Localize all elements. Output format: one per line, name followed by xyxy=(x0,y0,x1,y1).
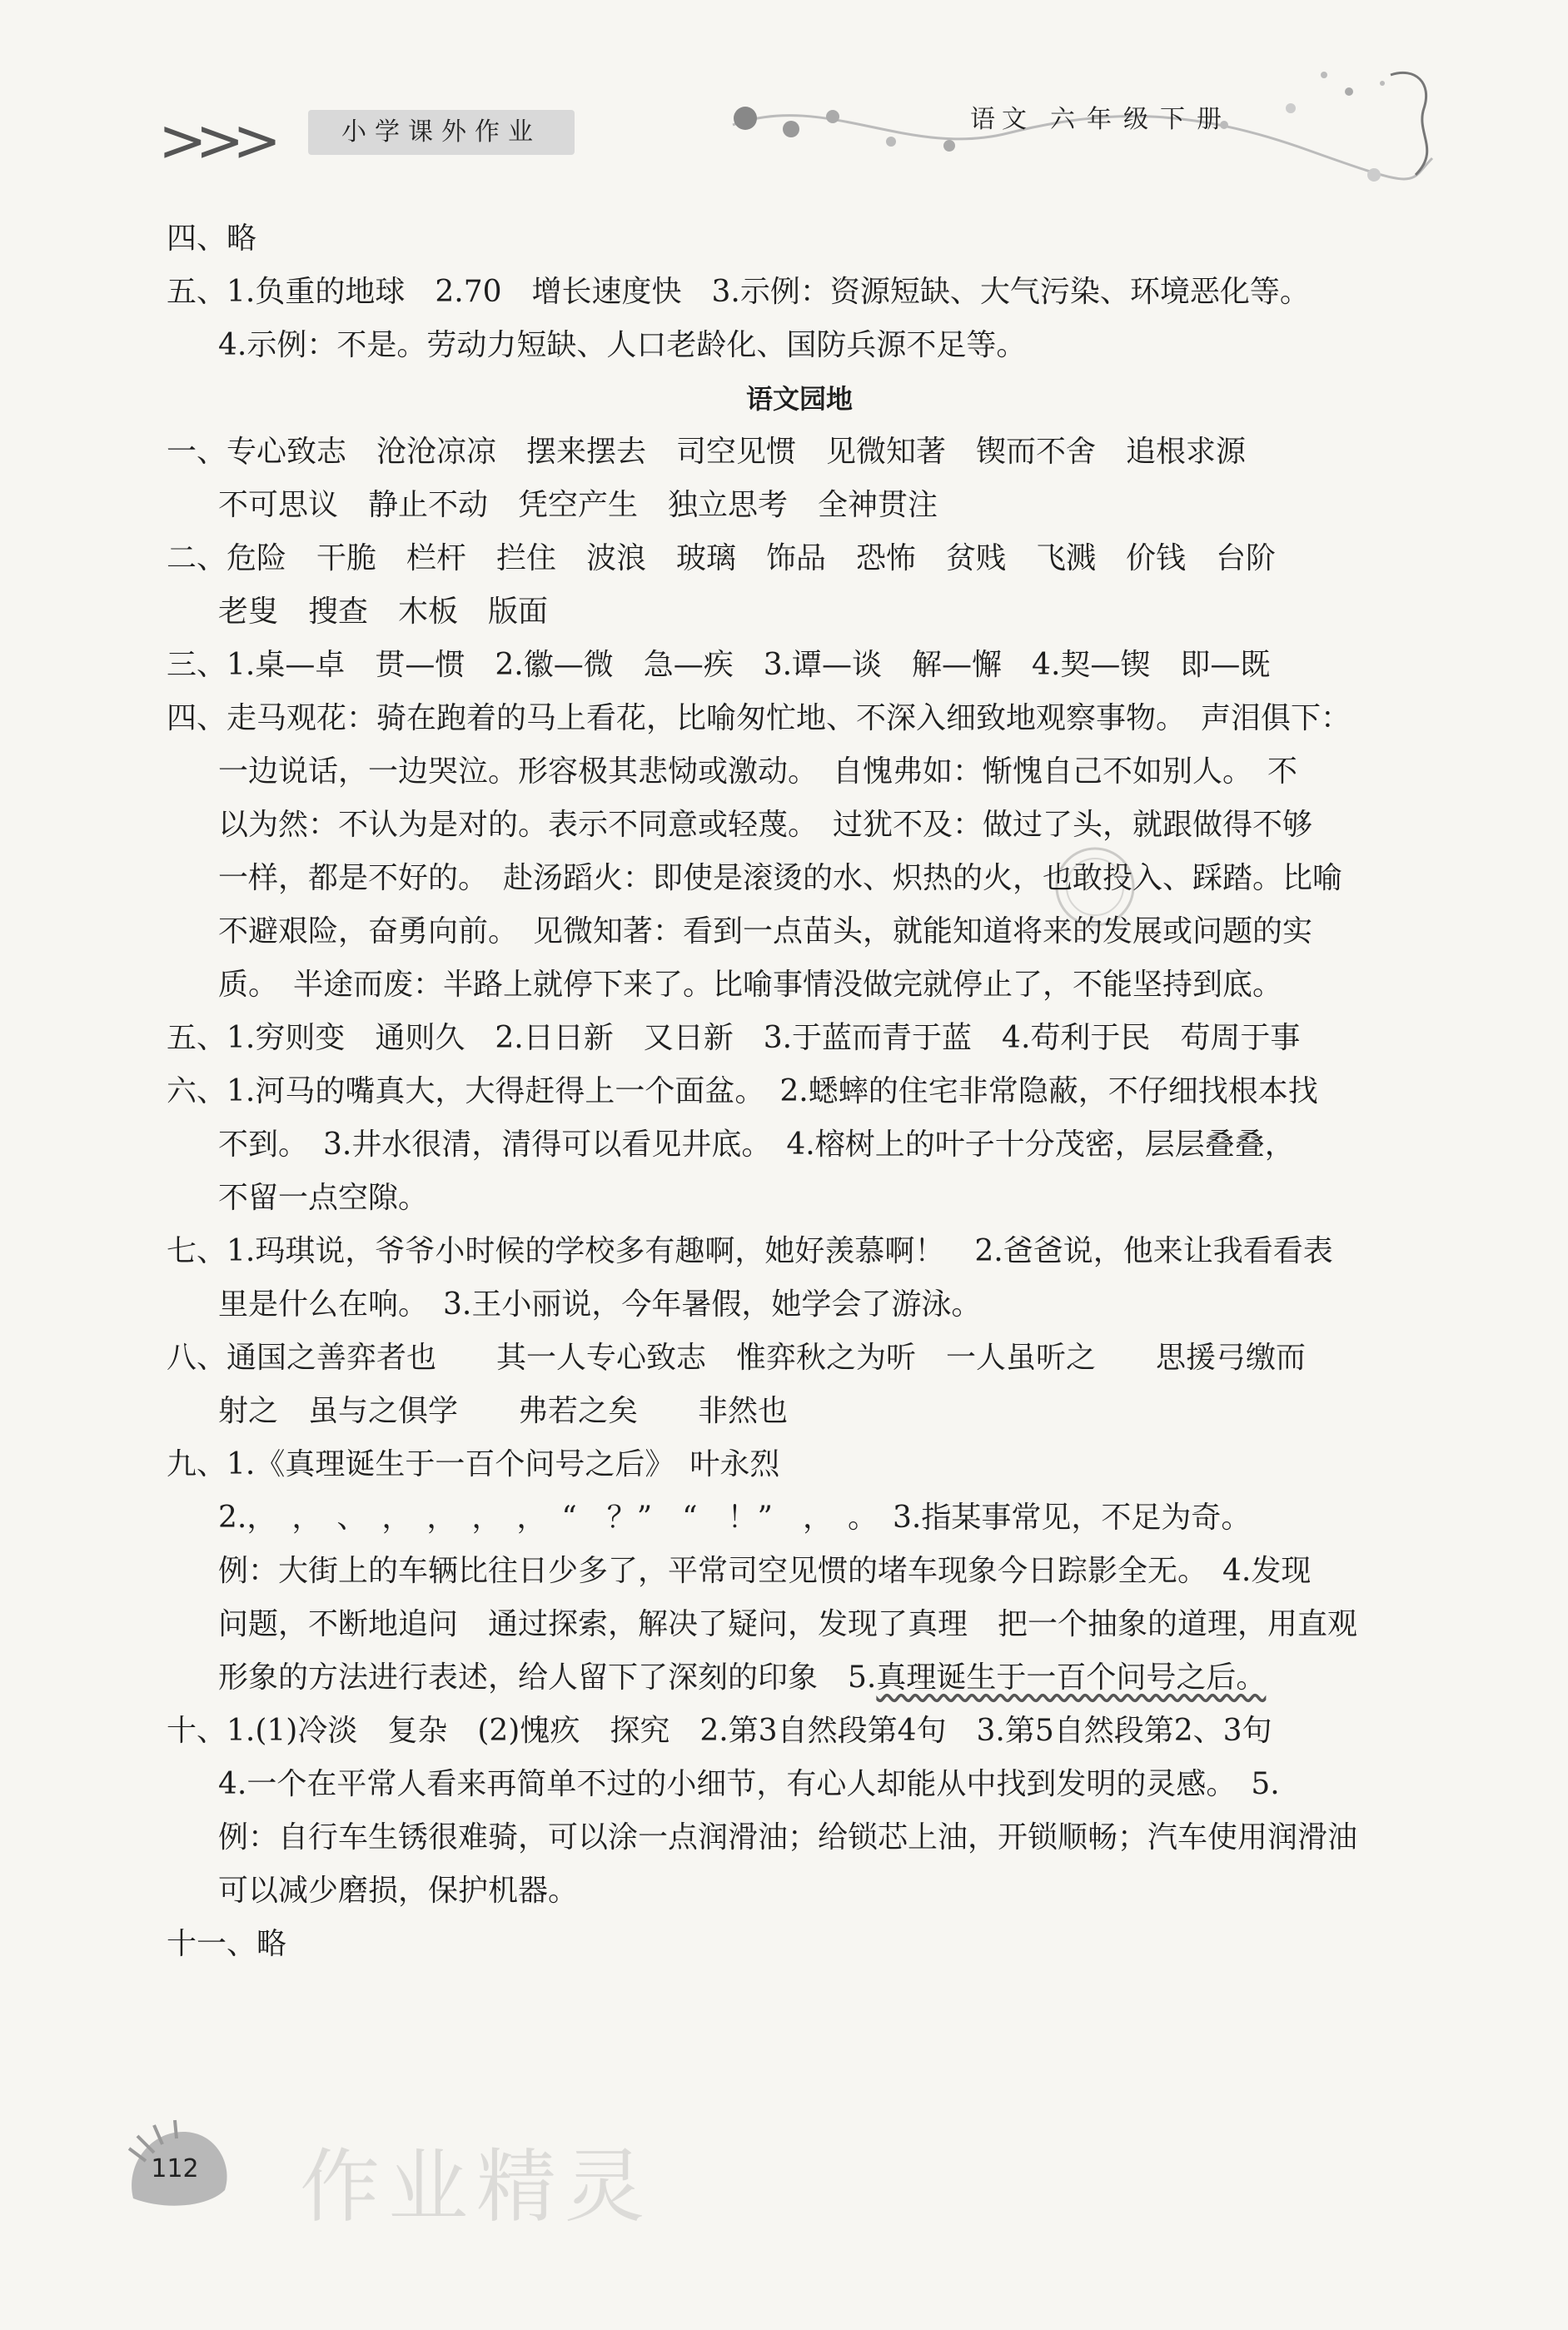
answer-text: 例：自行车生锈很难骑，可以涂一点润滑油；给锁芯上油，开锁顺畅；汽车使用润滑油 xyxy=(218,1820,1358,1855)
page-header xyxy=(0,0,1568,200)
answer-line xyxy=(167,1012,1432,1065)
answer-text: 十、1.(1)冷淡 复杂 (2)愧疚 探究 2.第3自然段第4句 3.第5自然段第2、3句 xyxy=(167,1714,1272,1748)
answer-line xyxy=(167,639,1432,692)
answer-line xyxy=(167,1225,1432,1278)
answer-line xyxy=(167,1385,1432,1438)
answer-line xyxy=(167,1651,1432,1705)
answer-line xyxy=(167,212,1432,266)
answer-line xyxy=(167,1811,1432,1864)
answer-line xyxy=(167,1332,1432,1385)
answer-text: 三、1.桌—卓 贯—惯 2.徽—微 急—疾 3.谭—谈 解—懈 4.契—锲 即—既 xyxy=(167,648,1271,682)
answer-text: 一边说话，一边哭泣。形容极其悲恸或激动。 自愧弗如：惭愧自己不如别人。 不 xyxy=(218,754,1298,789)
answer-text: 不可思议 静止不动 凭空产生 独立思考 全神贯注 xyxy=(218,488,938,522)
answer-line xyxy=(167,799,1432,852)
answer-text: 七、1.玛琪说，爷爷小时候的学校多有趣啊，她好羡慕啊！ 2.爸爸说，他来让我看看表 xyxy=(167,1234,1333,1268)
answer-content xyxy=(167,212,1432,1971)
answer-text: 六、1.河马的嘴真大，大得赶得上一个面盆。 2.蟋蟀的住宅非常隐蔽，不仔细找根本找 xyxy=(167,1074,1318,1108)
section-title xyxy=(167,372,1432,426)
answer-line xyxy=(167,1438,1432,1491)
answer-line xyxy=(167,1491,1432,1545)
answer-text: 可以减少磨损，保护机器。 xyxy=(218,1874,579,1908)
subject-label: 语文 xyxy=(970,105,1033,134)
answer-line xyxy=(167,852,1432,905)
answer-text: 4.一个在平常人看来再简单不过的小细节，有心人却能从中找到发明的灵感。 5. xyxy=(218,1767,1280,1801)
grade-label: 六年级下册 xyxy=(1050,105,1233,134)
answer-line xyxy=(167,745,1432,799)
answer-text: 二、危险 干脆 栏杆 拦住 波浪 玻璃 饰品 恐怖 贫贱 飞溅 价钱 台阶 xyxy=(167,541,1277,575)
answer-text: 问题，不断地追问 通过探索，解决了疑问，发现了真理 把一个抽象的道理，用直观 xyxy=(218,1607,1358,1641)
series-title: 小学课外作业 xyxy=(308,110,575,155)
answer-line xyxy=(167,266,1432,319)
answer-text: 形象的方法进行表述，给人留下了深刻的印象 5. xyxy=(218,1660,877,1695)
chevron-decoration-icon: >>> xyxy=(158,107,270,175)
answer-line xyxy=(167,958,1432,1012)
answer-text: 五、1.穷则变 通则久 2.日日新 又日新 3.于蓝而青于蓝 4.苟利于民 苟周于事 xyxy=(167,1021,1301,1055)
answer-text: 例：大街上的车辆比往日少多了，平常司空见惯的堵车现象今日踪影全无。 4.发现 xyxy=(218,1554,1312,1588)
answer-line xyxy=(167,905,1432,958)
answer-text: 以为然：不认为是对的。表示不同意或轻蔑。 过犹不及：做过了头，就跟做得不够 xyxy=(218,808,1313,842)
answer-text: 八、通国之善弈者也 其一人专心致志 惟弈秋之为听 一人虽听之 思援弓缴而 xyxy=(167,1341,1307,1375)
answer-line xyxy=(167,1758,1432,1811)
answer-text: 四、略 xyxy=(167,222,257,256)
answer-text: 4.示例：不是。劳动力短缺、人口老龄化、国防兵源不足等。 xyxy=(218,328,1027,362)
answer-line xyxy=(167,1598,1432,1651)
answer-line xyxy=(167,1918,1432,1971)
answer-line xyxy=(167,1065,1432,1118)
answer-line xyxy=(167,1545,1432,1598)
answer-text: 一、专心致志 沧沧凉凉 摆来摆去 司空见惯 见微知著 锲而不舍 追根求源 xyxy=(167,435,1247,469)
answer-text: 不避艰险，奋勇向前。 见微知著：看到一点苗头，就能知道将来的发展或问题的实 xyxy=(218,914,1313,948)
answer-text: 一样，都是不好的。 赴汤蹈火：即使是滚烫的水、炽热的火，也敢投入、踩踏。比喻 xyxy=(218,861,1343,895)
answer-line xyxy=(167,1172,1432,1225)
answer-text: 不到。 3.井水很清，清得可以看见井底。 4.榕树上的叶子十分茂密，层层叠叠， xyxy=(218,1128,1295,1162)
subject-grade xyxy=(970,98,1233,135)
page-number: 112 xyxy=(151,2154,199,2183)
answer-text: 九、1.《真理诞生于一百个问号之后》 叶永烈 xyxy=(167,1447,780,1481)
answer-line xyxy=(167,319,1432,372)
answer-line xyxy=(167,1278,1432,1332)
answer-text: 射之 虽与之俱学 弗若之矣 非然也 xyxy=(218,1394,789,1428)
answer-text: 五、1.负重的地球 2.70 增长速度快 3.示例：资源短缺、大气污染、环境恶化等。 xyxy=(167,275,1310,309)
answer-text: 里是什么在响。 3.王小丽说，今年暑假，她学会了游泳。 xyxy=(218,1287,982,1322)
answer-line xyxy=(167,532,1432,585)
answer-text: 语文园地 xyxy=(745,383,853,415)
answer-line xyxy=(167,1118,1432,1172)
answer-text: 2.， ， 、 ， ， ， ， “ ？” “ ！” ， 。 3.指某事常见，不足为奇。 xyxy=(218,1501,1252,1535)
answer-line xyxy=(167,585,1432,639)
answer-line xyxy=(167,1705,1432,1758)
answer-text: 老叟 搜查 木板 版面 xyxy=(218,595,549,629)
answer-line xyxy=(167,426,1432,479)
answer-line xyxy=(167,1864,1432,1918)
watermark: 作业精灵 xyxy=(300,2140,653,2233)
answer-line xyxy=(167,692,1432,745)
answer-text: 不留一点空隙。 xyxy=(218,1181,429,1215)
answer-text: 十一、略 xyxy=(167,1927,287,1961)
answer-text: 四、走马观花：骑在跑着的马上看花，比喻匆忙地、不深入细致地观察事物。 声泪俱下： xyxy=(167,701,1351,735)
answer-text: 质。 半途而废：半路上就停下来了。比喻事情没做完就停止了，不能坚持到底。 xyxy=(218,968,1283,1002)
answer-line xyxy=(167,479,1432,532)
underlined-answer: 真理诞生于一百个问号之后。 xyxy=(876,1660,1267,1695)
